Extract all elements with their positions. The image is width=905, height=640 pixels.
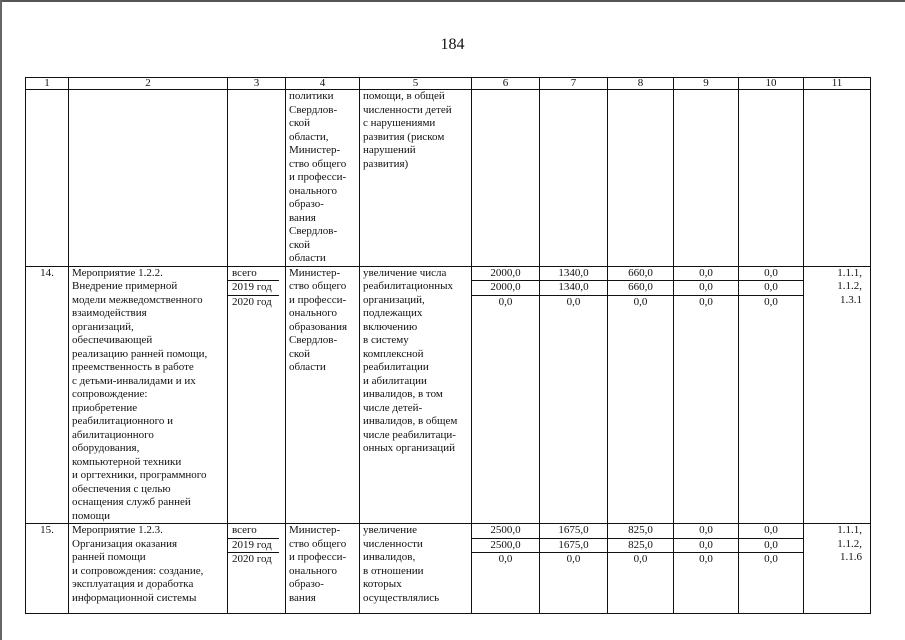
- amount-value: 0,0: [739, 539, 803, 554]
- table-row-continuation: [26, 90, 871, 267]
- text-line: числе реабилитаци-: [363, 428, 456, 441]
- text-line: преемственность в работе: [72, 361, 194, 373]
- table-row: [26, 266, 871, 524]
- text-line: реабилитационных: [363, 280, 454, 292]
- text-line: Мероприятие 1.2.2.: [72, 266, 163, 279]
- code-line: 1.1.1,: [837, 524, 862, 536]
- text-line: числе детей-: [363, 401, 423, 414]
- scan-edge-top: [0, 0, 905, 2]
- cell-description: [69, 524, 228, 614]
- amount-value: 660,0: [608, 267, 673, 282]
- text-line: образо-: [289, 198, 324, 210]
- text-line: ство общего: [289, 280, 347, 292]
- text-line: онального: [289, 307, 337, 319]
- code-line: 1.1.1,: [837, 266, 862, 279]
- cell-amount: [739, 90, 804, 267]
- amount-value: 1675,0: [540, 524, 607, 539]
- column-header: 1: [26, 78, 69, 90]
- amount-value: 0,0: [633, 295, 648, 308]
- cell-executor: [286, 524, 360, 614]
- text-line: развития): [363, 157, 409, 170]
- code-line: 1.1.6: [840, 551, 862, 563]
- column-header: 10: [739, 78, 804, 90]
- cell-num: [26, 90, 69, 267]
- budget-table: [25, 77, 871, 614]
- text-line: и професси-: [289, 171, 347, 183]
- text-line: развития (риском: [363, 130, 445, 143]
- amount-value: 1675,0: [540, 539, 607, 554]
- cell-executor: [286, 266, 360, 524]
- text-line: численности детей: [363, 103, 452, 116]
- text-line: абилитационного: [72, 428, 154, 441]
- text-line: оснащения служб ранней: [72, 496, 191, 508]
- cell-amount: [540, 90, 608, 267]
- year-label: 2019 год: [228, 539, 279, 554]
- cell-years: [228, 90, 286, 267]
- text-line: оборудования,: [72, 442, 140, 454]
- column-header: 7: [540, 78, 608, 90]
- amount-value: 0,0: [633, 553, 648, 565]
- text-line: Внедрение примерной: [72, 280, 178, 292]
- text-line: реализацию ранней помощи,: [72, 347, 208, 360]
- amount-value: 2000,0: [472, 281, 539, 296]
- text-line: помощи, в общей: [363, 90, 445, 102]
- text-line: онального: [289, 184, 337, 197]
- cell-codes: [804, 90, 871, 267]
- cell-num: 14.: [26, 266, 69, 524]
- text-line: онального: [289, 564, 337, 577]
- amount-value: 0,0: [566, 295, 581, 308]
- year-label: всего: [228, 267, 279, 282]
- text-line: и професси-: [289, 551, 347, 563]
- text-line: ской: [289, 347, 311, 360]
- code-line: 1.1.2,: [837, 280, 862, 292]
- text-line: образо-: [289, 578, 324, 590]
- text-line: нарушений: [363, 144, 416, 156]
- text-line: Свердлов-: [289, 225, 338, 237]
- text-line: сопровождение:: [72, 388, 148, 400]
- text-line: обеспечения с целью: [72, 482, 171, 495]
- text-line: реабилитационного и: [72, 415, 174, 427]
- text-line: и професси-: [289, 293, 347, 306]
- text-line: взаимодействия: [72, 307, 147, 319]
- text-line: вания: [289, 211, 316, 224]
- amount-value: 660,0: [608, 281, 673, 296]
- year-label: 2020 год: [232, 553, 272, 565]
- cell-years: [228, 266, 286, 524]
- text-line: ской: [289, 117, 311, 129]
- text-line: ство общего: [289, 157, 347, 170]
- text-line: области: [289, 361, 326, 373]
- text-line: осуществлялись: [363, 591, 440, 604]
- amount-value: 0,0: [764, 295, 778, 308]
- cell-amount: [608, 90, 674, 267]
- amount-value: 0,0: [764, 553, 778, 565]
- code-line: 1.1.2,: [837, 537, 862, 550]
- amount-value: 0,0: [699, 295, 713, 308]
- code-line: 1.3.1: [840, 293, 862, 306]
- text-line: инвалидов,: [363, 551, 416, 563]
- year-label: 2019 год: [228, 281, 279, 296]
- text-line: модели межведомственного: [72, 293, 203, 306]
- text-line: и абилитации: [363, 374, 427, 387]
- cell-amount-col10: [739, 524, 804, 614]
- text-line: увеличение: [363, 524, 417, 536]
- text-line: и оргтехники, программного: [72, 469, 207, 481]
- cell-codes: [804, 524, 871, 614]
- text-line: в отношении: [363, 564, 424, 577]
- year-label: всего: [228, 524, 279, 539]
- text-line: ской: [289, 238, 311, 251]
- text-line: численности: [363, 537, 423, 550]
- text-line: Организация оказания: [72, 537, 178, 550]
- text-line: инвалидов, в том: [363, 388, 443, 400]
- amount-value: 2500,0: [472, 539, 539, 554]
- column-header: 8: [608, 78, 674, 90]
- year-label: 2020 год: [232, 295, 272, 308]
- text-line: Министер-: [289, 524, 341, 536]
- cell-target: [360, 524, 472, 614]
- column-header: 9: [674, 78, 739, 90]
- column-header: 3: [228, 78, 286, 90]
- amount-value: 0,0: [498, 295, 513, 308]
- text-line: эксплуатация и доработка: [72, 578, 194, 590]
- cell-amount-col10: [739, 266, 804, 524]
- page-number: 184: [440, 36, 465, 53]
- text-line: Свердлов-: [289, 103, 338, 116]
- text-line: области: [289, 252, 326, 264]
- cell-amount-col9: [674, 266, 739, 524]
- column-header: 11: [804, 78, 871, 90]
- text-line: политики: [289, 90, 334, 102]
- text-line: комплексной: [363, 347, 424, 360]
- text-line: Министер-: [289, 144, 341, 156]
- amount-value: 0,0: [674, 281, 738, 296]
- text-line: вания: [289, 591, 316, 604]
- cell-years: [228, 524, 286, 614]
- text-line: реабилитации: [363, 361, 429, 373]
- text-line: и сопровождения: создание,: [72, 564, 204, 577]
- cell-amount: [674, 90, 739, 267]
- scan-edge-left: [0, 0, 2, 640]
- text-line: включению: [363, 320, 418, 333]
- text-line: организаций,: [72, 320, 134, 333]
- column-header: 5: [360, 78, 472, 90]
- amount-value: 825,0: [608, 524, 673, 539]
- cell-description: [69, 266, 228, 524]
- cell-amount-col8: [608, 524, 674, 614]
- cell-amount-col9: [674, 524, 739, 614]
- amount-value: 0,0: [699, 553, 713, 565]
- cell-amount: [472, 90, 540, 267]
- text-line: организаций,: [363, 293, 425, 306]
- text-line: информационной системы: [72, 591, 197, 604]
- amount-value: 2500,0: [472, 524, 539, 539]
- text-line: ранней помощи: [72, 551, 146, 563]
- text-line: приобретение: [72, 401, 138, 414]
- text-line: с детьми-инвалидами и их: [72, 374, 196, 387]
- text-line: области,: [289, 130, 329, 143]
- table-row: [26, 524, 871, 614]
- cell-num: 15.: [26, 524, 69, 614]
- cell-amount-col7: [540, 266, 608, 524]
- cell-amount-col7: [540, 524, 608, 614]
- text-line: Мероприятие 1.2.3.: [72, 524, 163, 536]
- cell-description: [69, 90, 228, 267]
- cell-target: [360, 266, 472, 524]
- amount-value: 0,0: [674, 267, 738, 282]
- amount-value: 0,0: [674, 524, 738, 539]
- amount-value: 1340,0: [540, 281, 607, 296]
- text-line: с нарушениями: [363, 117, 436, 129]
- amount-value: 2000,0: [472, 267, 539, 282]
- text-line: компьютерной техники: [72, 455, 182, 468]
- cell-target: [360, 90, 472, 267]
- amount-value: 0,0: [739, 267, 803, 282]
- cell-executor: [286, 90, 360, 267]
- column-header: 6: [472, 78, 540, 90]
- text-line: онных организаций: [363, 442, 455, 454]
- header-row: [26, 78, 871, 90]
- cell-amount-col6: [472, 524, 540, 614]
- text-line: в систему: [363, 334, 409, 346]
- amount-value: 0,0: [498, 553, 513, 565]
- text-line: увеличение числа: [363, 266, 447, 279]
- column-header: 4: [286, 78, 360, 90]
- cell-amount-col6: [472, 266, 540, 524]
- text-line: инвалидов, в общем: [363, 415, 458, 427]
- text-line: которых: [363, 578, 402, 590]
- amount-value: 0,0: [566, 553, 581, 565]
- text-line: Министер-: [289, 266, 341, 279]
- amount-value: 0,0: [739, 524, 803, 539]
- amount-value: 1340,0: [540, 267, 607, 282]
- cell-codes: [804, 266, 871, 524]
- column-header: 2: [69, 78, 228, 90]
- text-line: подлежащих: [363, 307, 423, 319]
- text-line: Свердлов-: [289, 334, 338, 346]
- text-line: ство общего: [289, 537, 347, 550]
- cell-amount-col8: [608, 266, 674, 524]
- text-line: помощи: [72, 509, 110, 522]
- amount-value: 0,0: [739, 281, 803, 296]
- amount-value: 825,0: [608, 539, 673, 554]
- text-line: образования: [289, 320, 348, 333]
- text-line: обеспечивающей: [72, 334, 153, 346]
- amount-value: 0,0: [674, 539, 738, 554]
